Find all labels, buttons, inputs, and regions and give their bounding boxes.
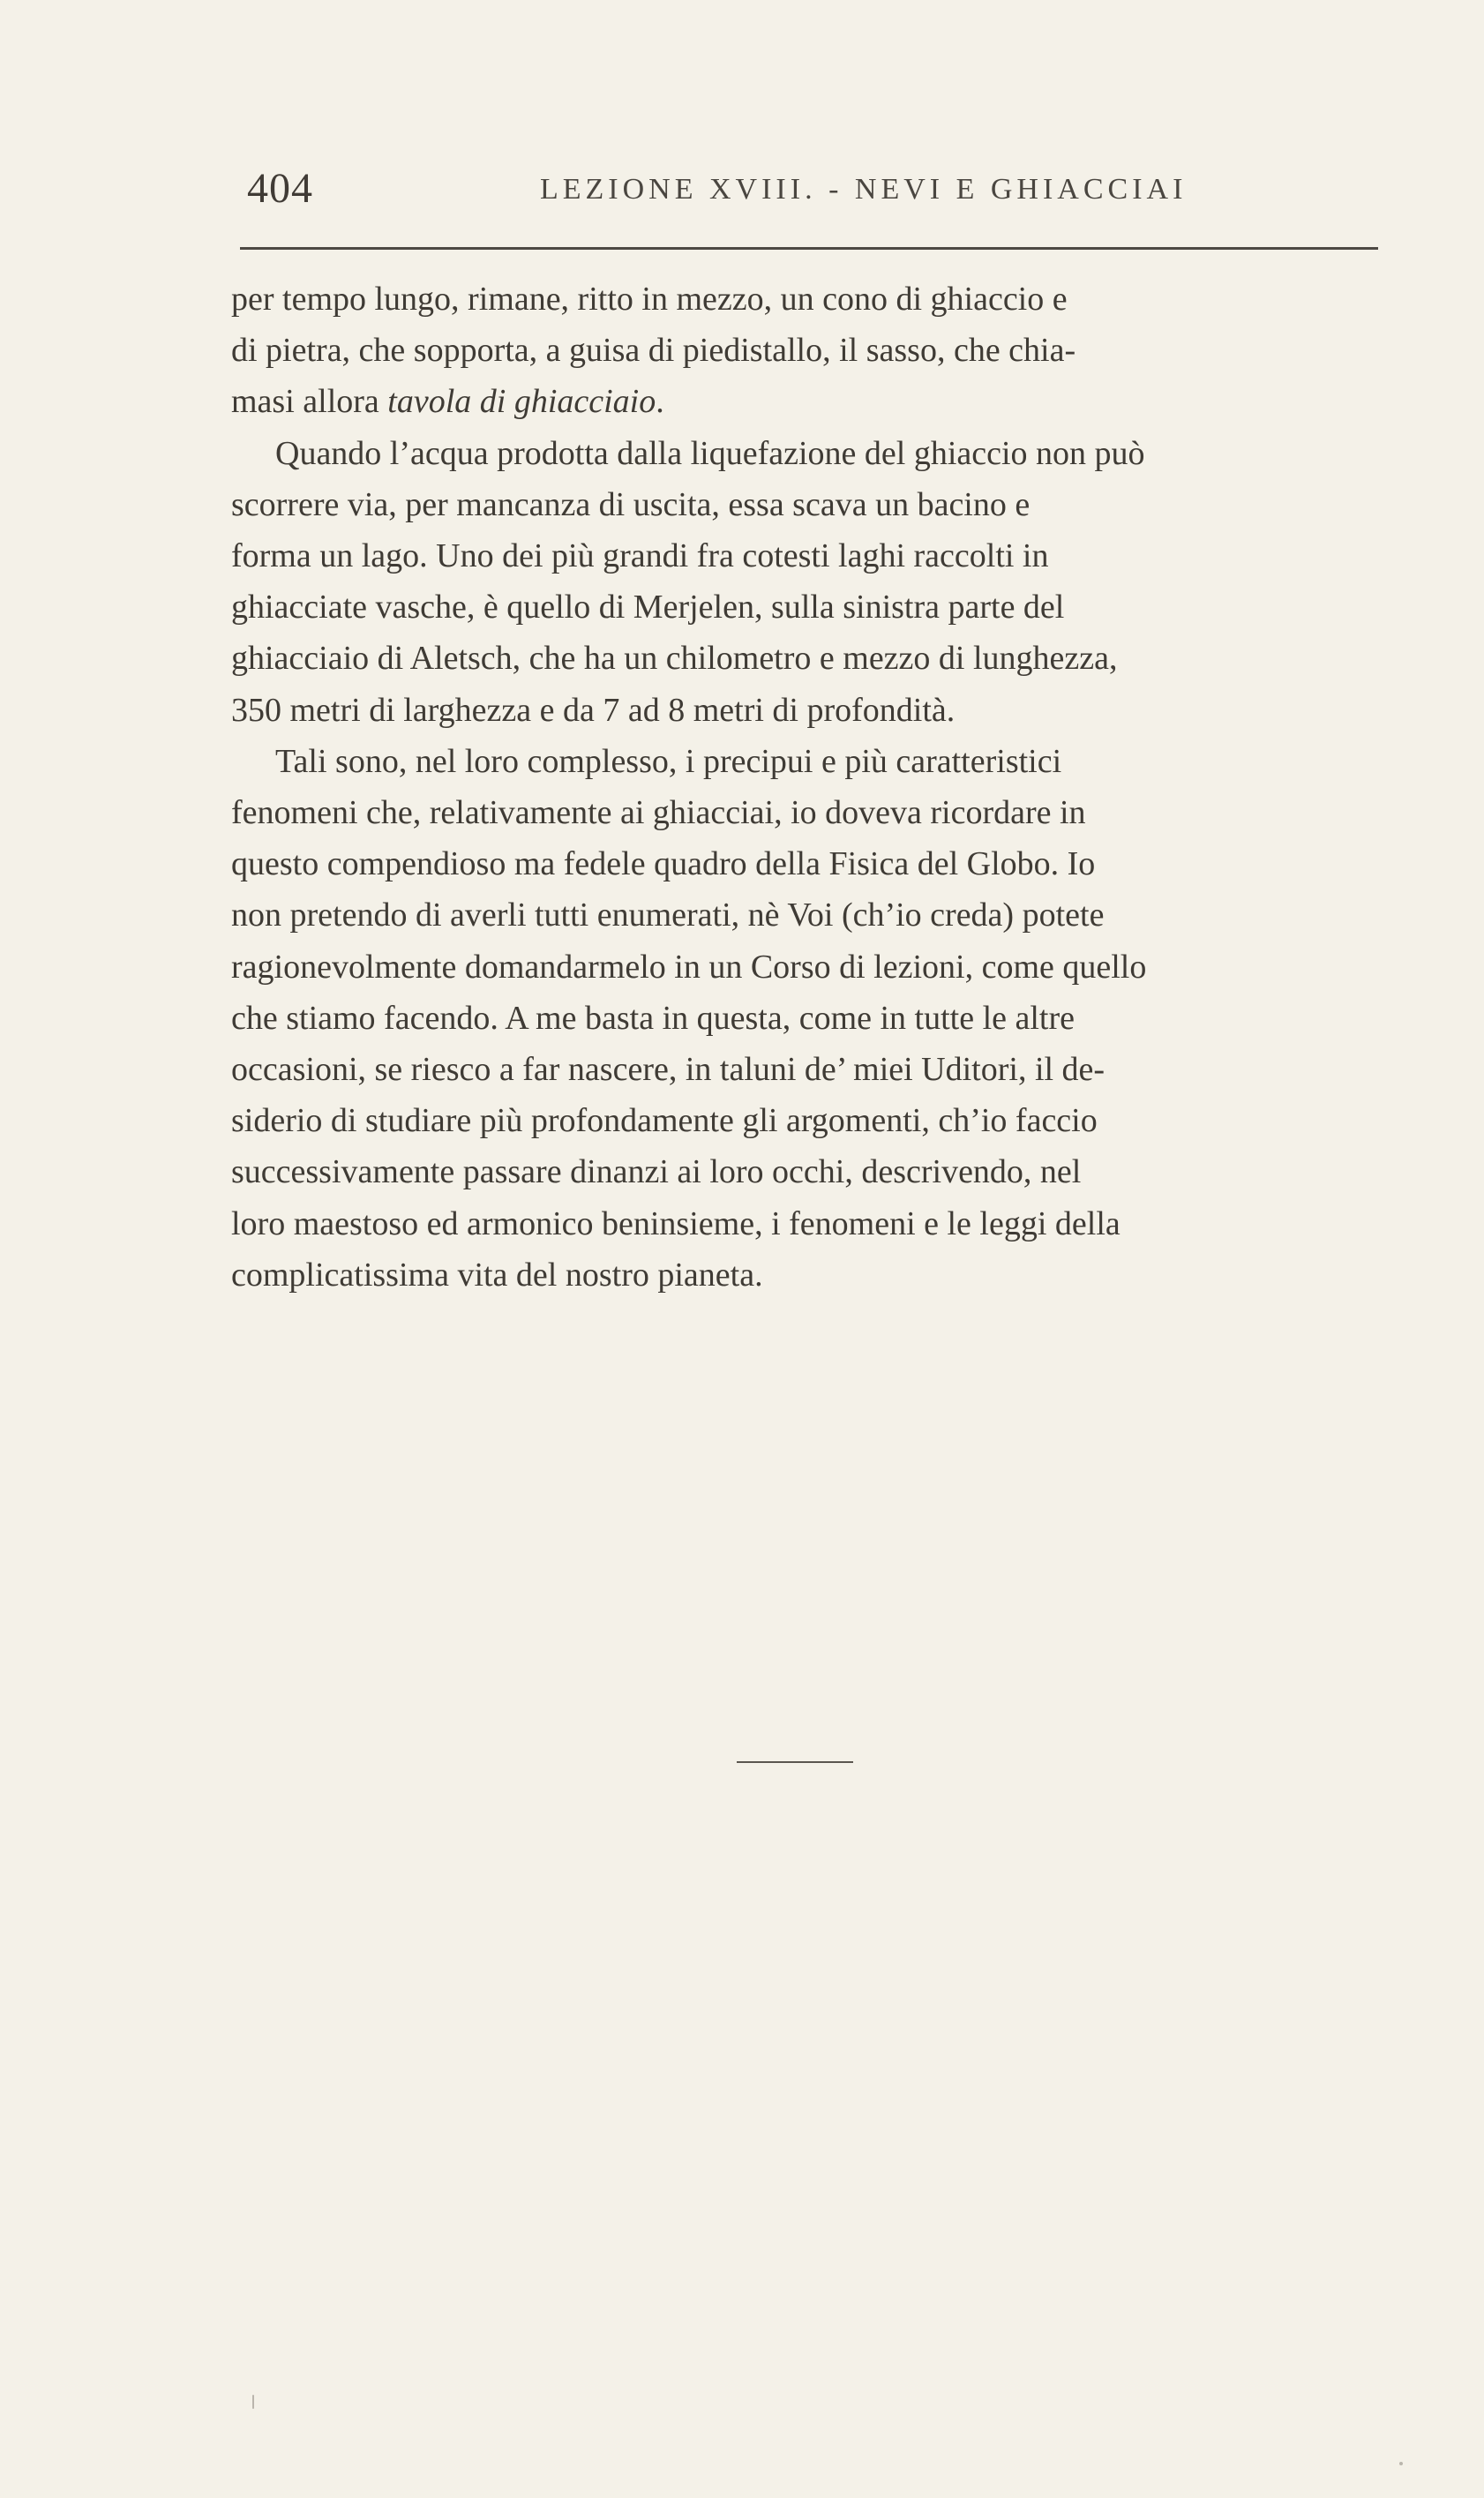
text-line: Quando l’acqua prodotta dalla liquefazione del ghiaccio non può (275, 434, 1145, 472)
page-number: 404 (247, 165, 313, 212)
italic-term: tavola di ghiacciaio (387, 383, 656, 421)
text-line: 350 metri di larghezza e da 7 ad 8 metri di profondità. (231, 691, 956, 729)
text-fragment: . (656, 383, 664, 421)
page-header (240, 164, 1378, 217)
text-line: che stiamo facendo. A me basta in questa, come in tutte le altre (231, 999, 1076, 1037)
text-line: forma un lago. Uno dei più grandi fra cotesti laghi raccolti in (231, 537, 1049, 575)
paper-speck (252, 2395, 254, 2409)
running-head: LEZIONE XVIII. - NEVI E GHIACCIAI (540, 173, 1188, 206)
paragraph-merjelen-lake (231, 428, 1389, 736)
text-line: ghiacciate vasche, è quello di Merjelen, sulla sinistra parte del (231, 589, 1065, 626)
text-line: Tali sono, nel loro complesso, i precipui e più caratteristici (275, 742, 1062, 780)
text-line: ragionevolmente domandarmelo in un Corso di lezioni, come quello (231, 948, 1147, 986)
text-line: di pietra, che sopporta, a guisa di piedistallo, il sasso, che chia- (231, 332, 1076, 370)
text-fragment: masi allora (231, 383, 388, 421)
text-line: non pretendo di averli tutti enumerati, nè Voi (ch’io creda) potete (231, 896, 1105, 934)
text-line: successivamente passare dinanzi ai loro occhi, descrivendo, nel (231, 1153, 1082, 1191)
paragraph-continuation (231, 274, 1389, 428)
text-line: fenomeni che, relativamente ai ghiacciai, io doveva ricordare in (231, 794, 1086, 832)
paper-speck (1399, 2462, 1403, 2465)
paragraph-conclusion (231, 736, 1389, 1301)
text-line: loro maestoso ed armonico beninsieme, i fenomeni e le leggi della (231, 1204, 1120, 1242)
text-line-with-italic (231, 376, 1389, 427)
text-line: questo compendioso ma fedele quadro della Fisica del Globo. Io (231, 845, 1096, 883)
text-line: complicatissima vita del nostro pianeta. (231, 1256, 763, 1294)
text-line: occasioni, se riesco a far nascere, in taluni de’ miei Uditori, il de- (231, 1051, 1106, 1089)
text-line: per tempo lungo, rimane, ritto in mezzo, un cono di ghiaccio e (231, 281, 1068, 318)
header-rule (240, 247, 1378, 250)
text-line: scorrere via, per mancanza di uscita, essa scava un bacino e (231, 485, 1031, 523)
end-rule (737, 1761, 853, 1763)
text-line: siderio di studiare più profondamente gli argomenti, ch’io faccio (231, 1102, 1098, 1140)
body-text (231, 274, 1389, 1301)
text-line: ghiacciaio di Aletsch, che ha un chilometro e mezzo di lunghezza, (231, 640, 1118, 678)
